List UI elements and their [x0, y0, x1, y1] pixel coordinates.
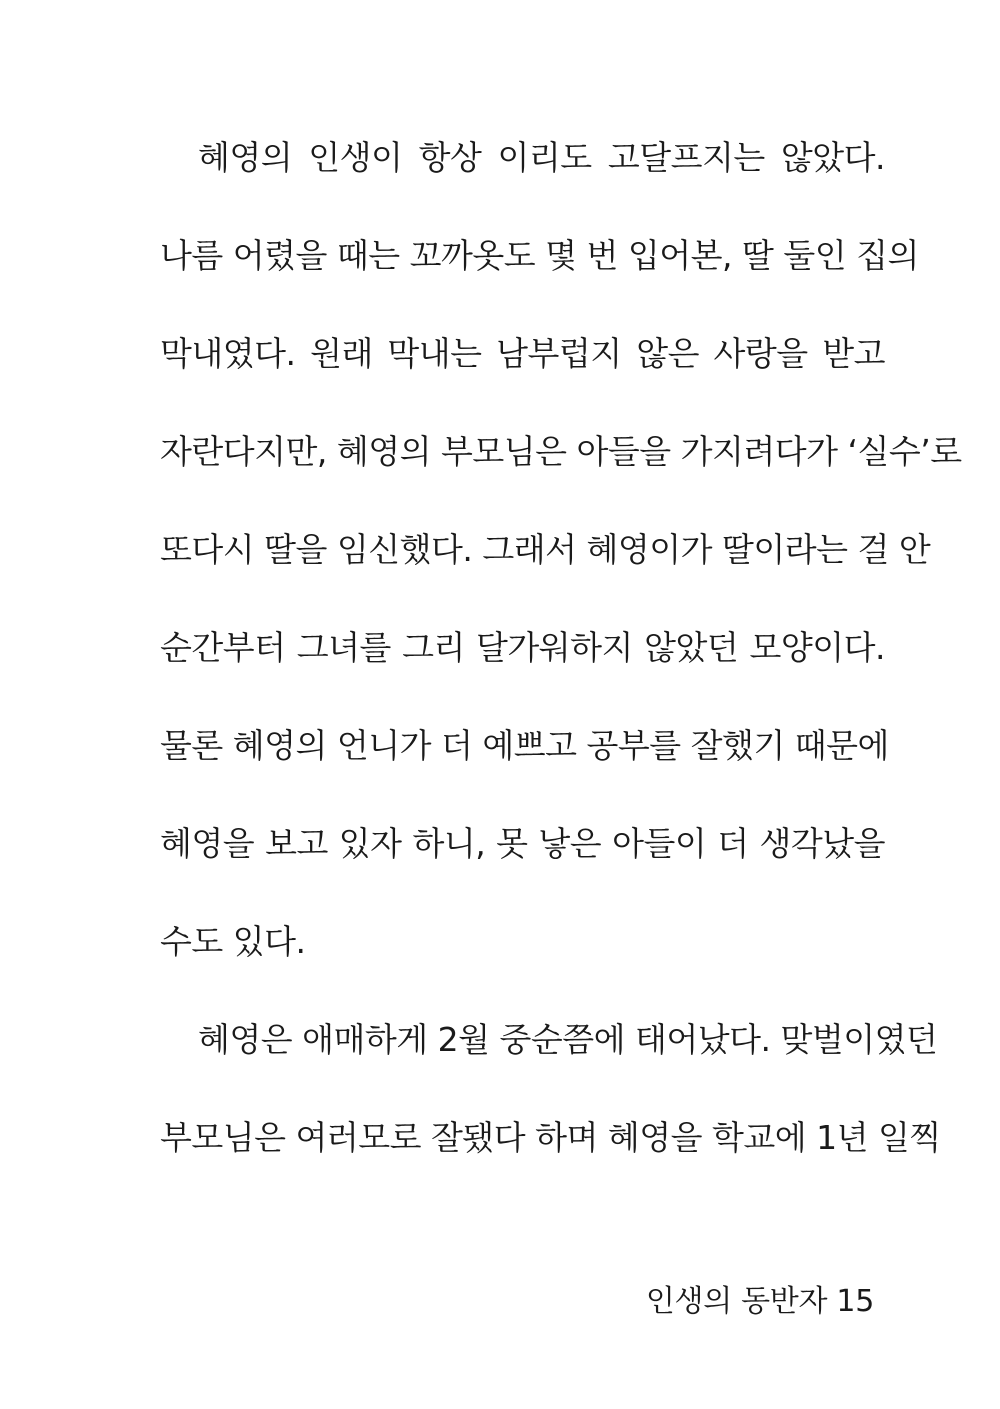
- page-number: 15: [836, 1284, 874, 1319]
- text-line: 또다시 딸을 임신했다. 그래서 혜영이가 딸이라는 걸 안: [160, 530, 931, 569]
- text-line: 수도 있다.: [160, 922, 306, 961]
- page-footer: [646, 1282, 874, 1322]
- text-line: 물론 혜영의 언니가 더 예쁘고 공부를 잘했기 때문에: [160, 726, 889, 765]
- text-line: 혜영을 보고 있자 하니, 못 낳은 아들이 더 생각났을: [160, 824, 885, 863]
- text-line: 막내였다. 원래 막내는 남부럽지 않은 사랑을 받고: [160, 334, 885, 373]
- running-title: 인생의 동반자: [645, 1284, 828, 1319]
- text-line: 순간부터 그녀를 그리 달가워하지 않았던 모양이다.: [160, 628, 885, 667]
- text-line: 부모님은 여러모로 잘됐다 하며 혜영을 학교에 1년 일찍: [160, 1118, 941, 1157]
- text-line: 혜영의 인생이 항상 이리도 고달프지는 않았다.: [198, 138, 885, 177]
- body-text: [160, 128, 962, 1206]
- text-line: 자란다지만, 혜영의 부모님은 아들을 가지려다가 ‘실수’로: [160, 432, 962, 471]
- text-line: 혜영은 애매하게 2월 중순쯤에 태어났다. 맞벌이였던: [198, 1020, 938, 1059]
- text-line: 나름 어렸을 때는 꼬까옷도 몇 번 입어본, 딸 둘인 집의: [160, 236, 919, 275]
